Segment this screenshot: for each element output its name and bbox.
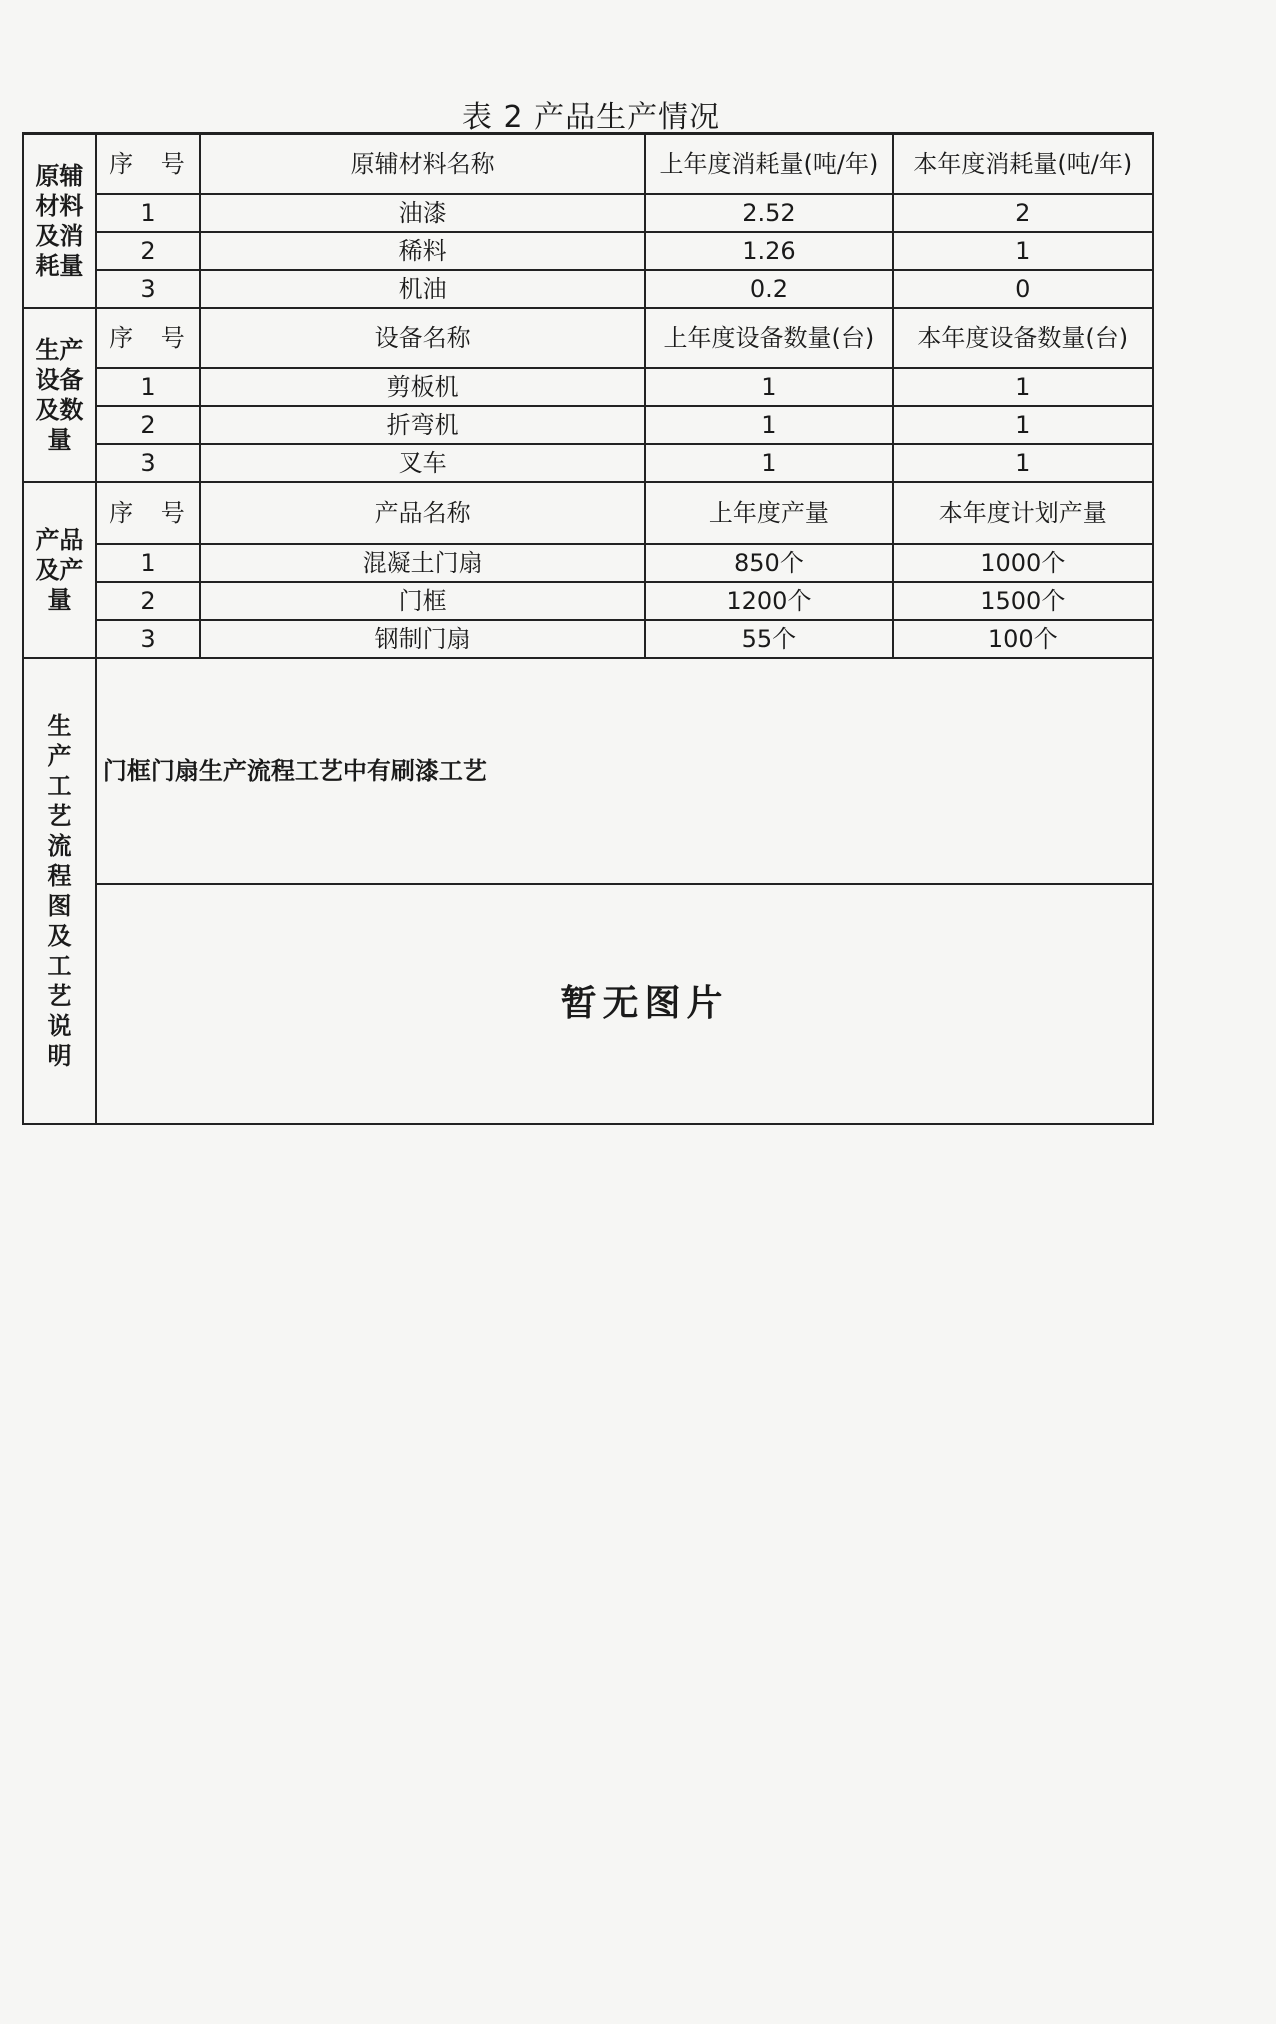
products-header-last: 上年度产量 bbox=[645, 482, 892, 544]
process-description: 门框门扇生产流程工艺中有刷漆工艺 bbox=[96, 658, 1153, 884]
products-last: 1200个 bbox=[645, 582, 892, 620]
table-row bbox=[23, 368, 1153, 406]
products-current: 1500个 bbox=[893, 582, 1153, 620]
products-seq: 2 bbox=[96, 582, 200, 620]
equipment-name: 叉车 bbox=[200, 444, 645, 482]
table-row bbox=[23, 444, 1153, 482]
materials-section-label: 原辅 材料 及消 耗量 bbox=[23, 134, 96, 308]
equipment-name: 剪板机 bbox=[200, 368, 645, 406]
products-current: 100个 bbox=[893, 620, 1153, 658]
equipment-header-row bbox=[23, 308, 1153, 368]
table-row bbox=[23, 270, 1153, 308]
process-image-row bbox=[23, 884, 1153, 1124]
table-row bbox=[23, 232, 1153, 270]
materials-seq: 3 bbox=[96, 270, 200, 308]
no-image-placeholder: 暂无图片 bbox=[96, 884, 1153, 1124]
products-current: 1000个 bbox=[893, 544, 1153, 582]
products-name: 混凝土门扇 bbox=[200, 544, 645, 582]
equipment-last: 1 bbox=[645, 368, 892, 406]
products-header-current: 本年度计划产量 bbox=[893, 482, 1153, 544]
equipment-seq: 1 bbox=[96, 368, 200, 406]
products-header-seq: 序 号 bbox=[96, 482, 200, 544]
products-last: 55个 bbox=[645, 620, 892, 658]
products-header-row bbox=[23, 482, 1153, 544]
materials-name: 稀料 bbox=[200, 232, 645, 270]
products-name: 门框 bbox=[200, 582, 645, 620]
products-header-name: 产品名称 bbox=[200, 482, 645, 544]
products-seq: 1 bbox=[96, 544, 200, 582]
equipment-header-seq: 序 号 bbox=[96, 308, 200, 368]
equipment-name: 折弯机 bbox=[200, 406, 645, 444]
products-name: 钢制门扇 bbox=[200, 620, 645, 658]
table-row bbox=[23, 406, 1153, 444]
equipment-header-last: 上年度设备数量(台) bbox=[645, 308, 892, 368]
materials-header-seq: 序 号 bbox=[96, 134, 200, 194]
products-section-label: 产品 及产 量 bbox=[23, 482, 96, 658]
process-description-row bbox=[23, 658, 1153, 884]
materials-name: 油漆 bbox=[200, 194, 645, 232]
materials-current: 2 bbox=[893, 194, 1153, 232]
table-row bbox=[23, 544, 1153, 582]
equipment-current: 1 bbox=[893, 368, 1153, 406]
materials-header-last: 上年度消耗量(吨/年) bbox=[645, 134, 892, 194]
materials-last: 1.26 bbox=[645, 232, 892, 270]
materials-header-name: 原辅材料名称 bbox=[200, 134, 645, 194]
materials-seq: 2 bbox=[96, 232, 200, 270]
materials-header-row bbox=[23, 134, 1153, 194]
materials-current: 1 bbox=[893, 232, 1153, 270]
equipment-current: 1 bbox=[893, 444, 1153, 482]
equipment-seq: 3 bbox=[96, 444, 200, 482]
equipment-section-label: 生产 设备 及数 量 bbox=[23, 308, 96, 482]
production-table bbox=[22, 132, 1154, 1125]
products-last: 850个 bbox=[645, 544, 892, 582]
materials-current: 0 bbox=[893, 270, 1153, 308]
process-section-label: 生 产 工 艺 流 程 图 及 工 艺 说 明 bbox=[23, 658, 96, 1124]
products-seq: 3 bbox=[96, 620, 200, 658]
materials-last: 2.52 bbox=[645, 194, 892, 232]
table-row bbox=[23, 194, 1153, 232]
equipment-header-current: 本年度设备数量(台) bbox=[893, 308, 1153, 368]
page-title: 表 2 产品生产情况 bbox=[461, 100, 721, 135]
equipment-seq: 2 bbox=[96, 406, 200, 444]
table-row bbox=[23, 582, 1153, 620]
table-row bbox=[23, 620, 1153, 658]
equipment-header-name: 设备名称 bbox=[200, 308, 645, 368]
materials-header-current: 本年度消耗量(吨/年) bbox=[893, 134, 1153, 194]
materials-name: 机油 bbox=[200, 270, 645, 308]
equipment-last: 1 bbox=[645, 444, 892, 482]
materials-seq: 1 bbox=[96, 194, 200, 232]
equipment-last: 1 bbox=[645, 406, 892, 444]
materials-last: 0.2 bbox=[645, 270, 892, 308]
equipment-current: 1 bbox=[893, 406, 1153, 444]
